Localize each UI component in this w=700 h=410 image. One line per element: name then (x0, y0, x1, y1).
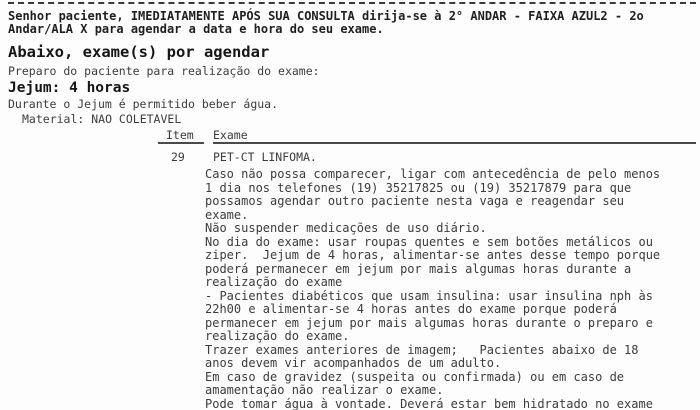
instruction-line: Não suspender medicações de uso diário. (205, 221, 487, 235)
patient-notice (8, 10, 696, 36)
exam-item-number: 29 (171, 150, 185, 164)
instruction-line: possamos agendar outro paciente nesta vaga e reagendar seu (205, 194, 625, 208)
fasting-heading: Jejum: 4 horas (8, 80, 131, 96)
exam-table (158, 129, 696, 164)
instruction-line: Pode tomar água à vontade. Deverá estar bem hidratado no exame (205, 396, 653, 410)
instruction-line: poderá permanecer em jejum por mais algumas horas durante a (205, 261, 632, 276)
notice-line: Senhor paciente, IMEDIATAMENTE APÓS SUA CONSULTA dirija-se à 2° ANDAR - FAIXA AZUL2 - 2o (8, 9, 644, 23)
section-heading-exams-to-schedule: Abaixo, exame(s) por agendar (8, 43, 270, 61)
material-label: Material: NAO COLETAVEL (22, 112, 182, 126)
table-row (158, 151, 696, 164)
notice-line (8, 10, 696, 36)
dashed-divider (8, 2, 696, 4)
instruction-line: 1 dia nos telefones (19) 35217825 ou (19) 35217879 para que (205, 180, 632, 195)
instruction-line: No dia do exame: usar roupas quentes e sem botões metálicos ou (205, 234, 653, 249)
instruction-line: Trazer exames anteriores de imagem; Pacientes abaixo de 18 (205, 342, 639, 357)
instruction-line: - Pacientes diabéticos que usam insulina: usar insulina nph às (205, 288, 653, 303)
exam-instructions (205, 168, 696, 410)
instruction-line: 22h00 e alimentar-se 4 horas antes do exame porque poderá (205, 302, 617, 316)
column-header-exame: Exame (213, 129, 696, 144)
exam-name: PET-CT LINFOMA. (213, 150, 317, 164)
fasting-note: Durante o Jejum é permitido beber água. (8, 97, 279, 111)
instruction-line: realização do exame. (205, 329, 350, 343)
exam-scheduling-document (0, 2, 700, 410)
instruction-line: anos devem vir acompanhados de um adulto. (205, 356, 502, 370)
notice-line: Andar/ALA X para agendar a data e hora do seu exame. (8, 22, 384, 36)
instruction-line: permanecer em jejum por mais algumas horas durante o preparo e (205, 315, 653, 330)
instruction-line: ziper. Jejum de 4 horas, alimentar-se antes desse tempo porque (205, 248, 661, 262)
instruction-line: exame. (205, 207, 249, 222)
column-header-item: Item (158, 129, 204, 144)
instruction-line: realização do exame (205, 275, 343, 289)
exam-table-header (158, 129, 696, 144)
prep-label: Preparo do paciente para realização do exame: (8, 64, 320, 78)
instruction-line: Em caso de gravidez (suspeita ou confirmada) ou em caso de (205, 369, 625, 384)
instruction-line: Caso não possa comparecer, ligar com antecedência de pelo menos (205, 167, 661, 181)
instruction-line: amamentação não realizar o exame. (205, 383, 444, 397)
